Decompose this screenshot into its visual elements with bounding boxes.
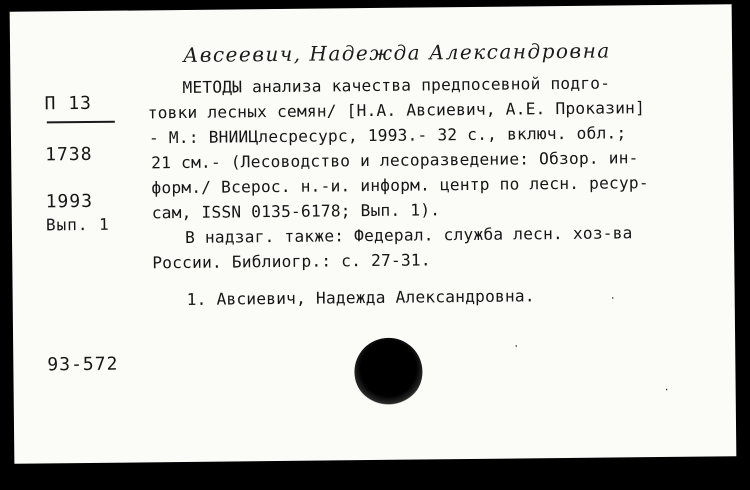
description-line: - М.: ВНИИЦлесресурс, 1993.- 32 с., включ. обл.; [148,123,627,148]
description-line: В надзаг. также: Федерал. служба лесн. хоз-ва [184,223,633,247]
shelfmark-underline [47,121,115,124]
catalog-card [10,4,737,464]
description-line: МЕТОДЫ анализа качества предпосевной подго- [182,73,611,97]
description-line: России. Библиогр.: с. 27-31. [152,250,431,273]
catalog-number: 1738 [45,143,93,166]
handwritten-author-heading: Авсеевич, Надежда Александровна [182,38,611,67]
volume: Вып. 1 [45,214,110,235]
speck: · [609,293,616,305]
description-line: сам, ISSN 0135-6178; Вып. 1). [151,200,441,223]
year: 1993 [45,190,94,213]
description-line: 21 см.- (Лесоводство и лесоразведение: Обзор. ин- [151,148,639,173]
accession-number: 93-572 [47,353,119,376]
description-line: товки лесных семян/ [Н.А. Авсиевич, А.Е. Проказин] [147,98,646,123]
punch-hole [354,337,423,406]
description-line: форм./ Всерос. н.-и. информ. центр по лесн. ресур- [151,173,649,198]
speck: · [663,384,670,396]
speck: · [513,341,520,353]
shelfmark: П 13 [44,92,93,115]
tracing: 1. Авсиевич, Надежда Александровна. [186,286,535,309]
